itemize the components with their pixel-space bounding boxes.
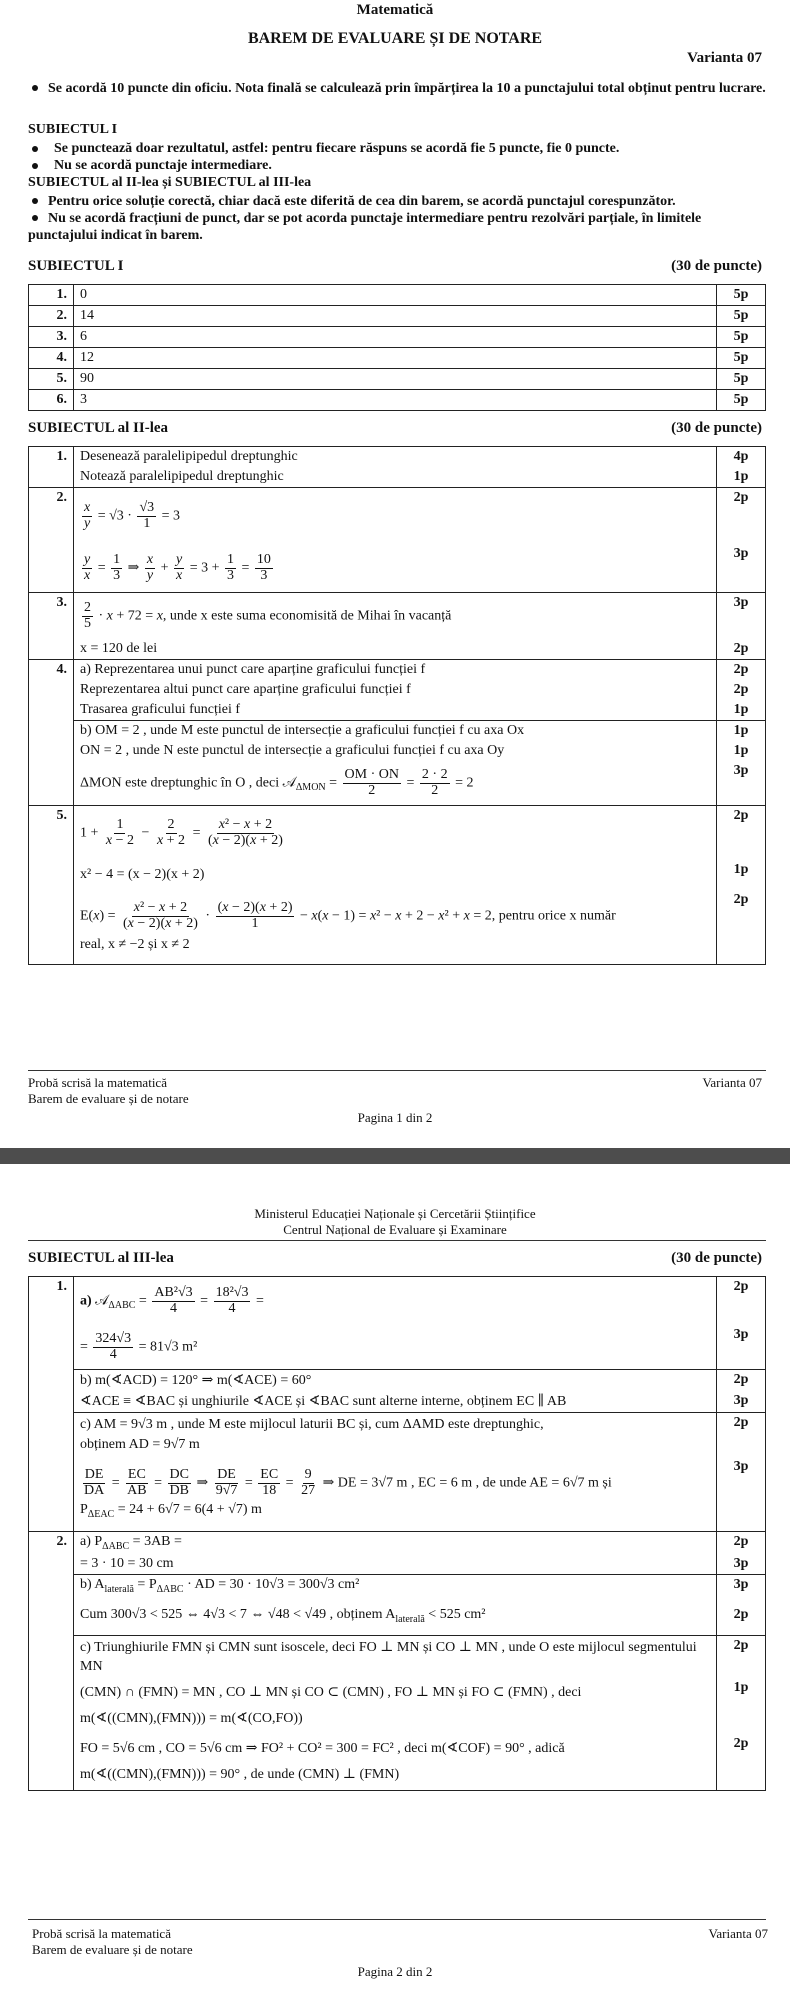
points: 1p bbox=[717, 1678, 766, 1734]
bullet-icon bbox=[32, 215, 38, 221]
q-number: 5. bbox=[29, 369, 74, 390]
answer: 0 bbox=[74, 285, 717, 306]
answer-line: c) AM = 9√3 m , unde M este mijlocul laturii BC și, cum ΔAMD este dreptunghic, obținem AD = 9√7 m bbox=[74, 1413, 717, 1458]
s2-q3-row bbox=[29, 593, 766, 640]
points: 1p bbox=[717, 700, 766, 721]
points: 2p bbox=[717, 806, 766, 861]
math-line: 1 + $\frac{1}{x - 2}$ − $\frac{2}{x + 2}$ = $\frac{\text{x² − x + 2}}{(x - 2)(x + 2)}$ bbox=[74, 806, 717, 861]
answer-line: Desenează paralelipipedul dreptunghic bbox=[74, 447, 717, 468]
answer-line: (CMN) ∩ (FMN) = MN , CO ⊥ MN și CO ⊂ (CMN) , FO ⊥ MN și FO ⊂ (FMN) , deci m(∢((CMN),(FMN))) = m(∢(CO,FO)) bbox=[74, 1678, 717, 1734]
q-number: 2. bbox=[29, 488, 74, 593]
points: 3p bbox=[717, 1391, 766, 1413]
page-number: Pagina 1 din 2 bbox=[357, 1110, 433, 1125]
s1-table bbox=[28, 284, 766, 411]
points: 2p bbox=[717, 1532, 766, 1554]
s1-title: SUBIECTUL I bbox=[28, 258, 124, 274]
math-line: $\frac{y}{x}$ = $\frac{1}{3}$ ⇒ $\frac{x}{y}$ + $\frac{y}{x}$ = 3 + $\frac{1}{3}$ = $\frac{10}{3}$ bbox=[74, 544, 717, 593]
s1-row bbox=[29, 390, 766, 411]
bullet-icon bbox=[32, 163, 38, 169]
answer-line: x² − 4 = (x − 2)(x + 2) bbox=[74, 860, 717, 890]
q-number: 5. bbox=[29, 806, 74, 965]
points: 5p bbox=[717, 348, 766, 369]
points: 3p bbox=[717, 1574, 766, 1605]
math-line: a) 𝒜$_{\Delta ABC}$ = $\frac{\text{AB²√3}}{4}$ = $\frac{\text{18²√3}}{4}$ = bbox=[74, 1277, 717, 1326]
bullet-icon bbox=[32, 85, 38, 91]
answer-line: x = 120 de lei bbox=[74, 639, 717, 660]
points: 1p bbox=[717, 741, 766, 761]
answer-line: FO = 5√6 cm , CO = 5√6 cm ⇒ FO² + CO² = 300 = FC² , deci m(∢COF) = 90° , adică m(∢((CMN),(FMN))) = 90° , de unde (CMN) ⊥ (FMN) bbox=[74, 1734, 717, 1791]
answer-line: ∢ACE ≡ ∢BAC și unghiurile ∢ACE și ∢BAC sunt alterne interne, obținem EC ∥ AB bbox=[74, 1391, 717, 1413]
subject-title: Matematică bbox=[356, 2, 434, 18]
answer-line: Reprezentarea altui punct care aparține graficului funcției f bbox=[74, 680, 717, 700]
s2-q2-row bbox=[29, 488, 766, 545]
s3-q2-row bbox=[29, 1532, 766, 1554]
math-line: $\frac{x}{y}$ = √3 · $\frac{√3}{1}$ = 3 bbox=[74, 488, 717, 545]
center-name: Centrul Național de Evaluare și Examinare bbox=[283, 1222, 507, 1237]
q-number: 6. bbox=[29, 390, 74, 411]
answer: 14 bbox=[74, 306, 717, 327]
points: 5p bbox=[717, 285, 766, 306]
s3-table bbox=[28, 1276, 766, 1791]
points: 2p bbox=[717, 488, 766, 545]
points: 1p bbox=[717, 721, 766, 742]
s23-rules: Pentru orice soluție corectă, chiar dacă este diferită de cea din barem, se acordă punctajul corespunzător. Nu se acordă fracțiuni de punct, dar se pot acorda punctaje intermediare pentru rezolvări parțiale, în limitele punctajului indicat în barem. bbox=[28, 194, 702, 243]
section-head-s23: SUBIECTUL al II-lea și SUBIECTUL al III-lea bbox=[28, 175, 312, 190]
math-line: $\frac{2}{5}$ · x + 72 = x, unde x este suma economisită de Mihai în vacanță bbox=[74, 593, 717, 640]
footer-variant: Varianta 07 bbox=[708, 1926, 768, 1941]
bullet-icon bbox=[32, 198, 38, 204]
points: 1p bbox=[717, 467, 766, 488]
q-number: 2. bbox=[29, 1532, 74, 1791]
points: 3p bbox=[717, 593, 766, 640]
points: 5p bbox=[717, 306, 766, 327]
points: 3p bbox=[717, 544, 766, 593]
points: 2p bbox=[717, 1734, 766, 1791]
q-number: 4. bbox=[29, 660, 74, 806]
s3-title: SUBIECTUL al III-lea bbox=[28, 1250, 174, 1266]
points: 3p bbox=[717, 1457, 766, 1532]
answer: 90 bbox=[74, 369, 717, 390]
s3-points: (30 de puncte) bbox=[671, 1250, 762, 1266]
answer-line: Trasarea graficului funcției f bbox=[74, 700, 717, 721]
points: 3p bbox=[717, 761, 766, 806]
q-number: 1. bbox=[29, 1277, 74, 1532]
points: 5p bbox=[717, 327, 766, 348]
points: 3p bbox=[717, 1325, 766, 1370]
points: 2p bbox=[717, 1413, 766, 1458]
s1-row bbox=[29, 285, 766, 306]
points: 2p bbox=[717, 1635, 766, 1678]
q-number: 4. bbox=[29, 348, 74, 369]
s1-row bbox=[29, 348, 766, 369]
answer-line: a) $P_{\Delta ABC} = 3AB$ = bbox=[74, 1532, 717, 1554]
points: 2p bbox=[717, 660, 766, 681]
answer: 3 bbox=[74, 390, 717, 411]
math-line: = $\frac{324√3}{4}$ = 81√3 m² bbox=[74, 1325, 717, 1370]
s1-row bbox=[29, 327, 766, 348]
s1-rules: Se punctează doar rezultatul, astfel: pentru fiecare răspuns se acordă fie 5 puncte, fie 0 puncte. Nu se acordă punctaje intermediare. bbox=[28, 140, 766, 174]
q-number: 3. bbox=[29, 327, 74, 348]
q-number: 1. bbox=[29, 285, 74, 306]
bullet-icon bbox=[32, 146, 38, 152]
points: 2p bbox=[717, 890, 766, 965]
answer-line: a) Reprezentarea unui punct care aparține graficului funcției f bbox=[74, 660, 717, 681]
document-title: BAREM DE EVALUARE ȘI DE NOTARE bbox=[247, 30, 543, 47]
points: 1p bbox=[717, 860, 766, 890]
points: 4p bbox=[717, 447, 766, 468]
points: 2p bbox=[717, 639, 766, 660]
answer-line: Notează paralelipipedul dreptunghic bbox=[74, 467, 717, 488]
s1-row bbox=[29, 369, 766, 390]
page-2 bbox=[0, 1164, 790, 1997]
header-rule bbox=[28, 1240, 766, 1241]
s2-q1-row bbox=[29, 447, 766, 468]
s2-table bbox=[28, 446, 766, 965]
answer-line: b) $A_{laterală} = P_{\Delta ABC}$ · AD = 30 · 10√3 = 300√3 cm² bbox=[74, 1574, 717, 1605]
page-number: Pagina 2 din 2 bbox=[357, 1964, 433, 1979]
s2-title: SUBIECTUL al II-lea bbox=[28, 420, 169, 436]
s1-points: (30 de puncte) bbox=[671, 258, 762, 274]
footer-rule bbox=[28, 1070, 766, 1071]
s2-q4-row bbox=[29, 660, 766, 681]
points: 2p bbox=[717, 680, 766, 700]
answer-line: b) OM = 2 , unde M este punctul de intersecție a graficului funcției f cu axa Ox bbox=[74, 721, 717, 742]
s2-q5-row bbox=[29, 806, 766, 861]
intro-rule: Se acordă 10 puncte din oficiu. Nota finală se calculează prin împărțirea la 10 a punctajului total obținut pentru lucrare. bbox=[28, 80, 766, 97]
footer-left: Probă scrisă la matematică Barem de evaluare și de notare bbox=[28, 1075, 189, 1106]
variant-label: Varianta 07 bbox=[687, 50, 762, 66]
math-line: $\frac{DE}{DA}$ = $\frac{EC}{AB}$ = $\frac{DC}{DB}$ ⇒ $\frac{DE}{9√7}$ = $\frac{EC}{18}$ = $\frac{9}{27}$ ⇒ DE = 3√7 m , EC = 6 m , de unde AE = 6√7 m și $P_{\Delta EAC} = 24 + 6√7 = 6(4 + √7)$ m bbox=[74, 1457, 717, 1532]
ministry-name: Ministerul Educației Naționale și Cercetării Științifice bbox=[254, 1206, 536, 1221]
page-separator bbox=[0, 1148, 790, 1164]
q-number: 2. bbox=[29, 306, 74, 327]
points: 3p bbox=[717, 1554, 766, 1575]
answer: 12 bbox=[74, 348, 717, 369]
s2-points: (30 de puncte) bbox=[671, 420, 762, 436]
points: 2p bbox=[717, 1370, 766, 1392]
s3-q1-row bbox=[29, 1277, 766, 1326]
answer-line: ON = 2 , unde N este punctul de intersecție a graficului funcției f cu axa Oy bbox=[74, 741, 717, 761]
answer-line: c) Triunghiurile FMN și CMN sunt isoscele, deci FO ⊥ MN și CO ⊥ MN , unde O este mijlocul segmentului MN bbox=[74, 1635, 717, 1678]
points: 2p bbox=[717, 1605, 766, 1636]
q-number: 1. bbox=[29, 447, 74, 488]
points: 2p bbox=[717, 1277, 766, 1326]
answer-line: = 3 · 10 = 30 cm bbox=[74, 1554, 717, 1575]
answer-line: b) m(∢ACD) = 120° ⇒ m(∢ACE) = 60° bbox=[74, 1370, 717, 1392]
footer-rule bbox=[28, 1919, 766, 1920]
footer-left: Probă scrisă la matematică Barem de evaluare și de notare bbox=[32, 1926, 193, 1957]
s1-row bbox=[29, 306, 766, 327]
math-line: ΔMON este dreptunghic în O , deci 𝒜$_{\Delta MON}$ = $\frac{OM \cdot ON}{2}$ = $\frac{2 \cdot 2}{2}$ = 2 bbox=[74, 761, 717, 806]
points: 5p bbox=[717, 369, 766, 390]
points: 5p bbox=[717, 390, 766, 411]
math-line: E(x) = $\frac{\text{x² − x + 2}}{(x - 2)(x + 2)}$ · $\frac{(x - 2)(x + 2)}{1}$ − x(x − 1) = x² − x + 2 − x² + x = 2, pentru orice x număr real, x ≠ −2 și x ≠ 2 bbox=[74, 890, 717, 965]
answer-line: Cum 300√3 < 525 ⇔ 4√3 < 7 ⇔ √48 < √49 , obținem $A_{laterală} < 525$ cm² bbox=[74, 1605, 717, 1636]
section-head-s1: SUBIECTUL I bbox=[28, 122, 118, 137]
q-number: 3. bbox=[29, 593, 74, 660]
footer-variant: Varianta 07 bbox=[702, 1075, 762, 1090]
answer: 6 bbox=[74, 327, 717, 348]
